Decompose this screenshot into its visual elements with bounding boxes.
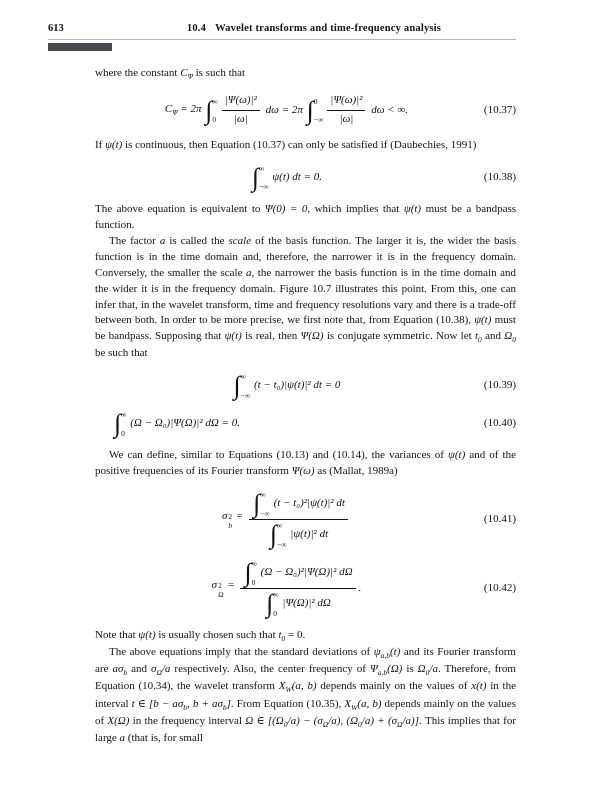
integral-upper-limit: ∞ (259, 163, 265, 173)
integral-lower-limit: 0 (251, 577, 256, 587)
paragraph-deviations: The above equations imply that the standard deviations of $\psi_{a,b}(t)$ and its Fourier transform are $a\sigma_b$ and $\sigma_\Omega/a$ respectively. Also, the center frequency of $\Psi_{a,b}(\Omega)$ is $\Omega_0/a$. Therefore, from Equation (10.34), the wavelet transform $X_W(a$, b) depends mainly on the values of x(t) in the interval t ∈ [$b - a\sigma_b$, $b + a\sigma_b$]. From Equation (10.35), $X_W(a$, b) depends mainly on the values of X(Ω) in the frequency interval Ω ∈ [$(\Omega_0/a) - (\sigma_\Omega/a)$, $(\Omega_0/a) + (\sigma_\Omega/a)$]. This implies that for large a (that is, for small (95, 646, 517, 744)
integral-sign: ∫ (244, 558, 252, 588)
integral-limits (260, 490, 270, 518)
integral-limits (212, 97, 217, 125)
equation-10-38 (95, 164, 516, 192)
integral-lower-limit: 0 (273, 608, 277, 618)
equation-10-41 (95, 490, 516, 549)
integral-lower-limit: −∞ (240, 390, 251, 400)
subscript: Ω (218, 589, 224, 599)
integral-upper-limit: ∞ (260, 490, 266, 500)
equation-expression: ψ(t) dt = 0. (269, 170, 323, 183)
equation-number: (10.38) (483, 170, 516, 183)
running-head-gap (206, 23, 215, 34)
fraction-denominator (266, 520, 331, 549)
equation-number: (10.37) (483, 103, 516, 116)
fraction (222, 93, 260, 128)
equation-number: (10.41) (483, 512, 516, 525)
denominator-expression: |ψ(t)|² dt (287, 528, 329, 541)
page-header (48, 23, 516, 34)
equation-expression: (Ω − Ω₀)|Ψ(Ω)|² dΩ = 0. (127, 417, 240, 430)
integral-upper-limit: ∞ (251, 559, 257, 569)
paragraph-if-continuous: If ψ(t) is continuous, then Equation (10.37) can only be satisfied if (Daubechies, 1991) (95, 138, 477, 151)
paragraph-scale: The factor a is called the scale of the basis function. The larger it is, the wider the basis function is in the time domain and, therefore, the narrower it is in the frequency domain. Conversely, the smaller the scale a, the narrower the basis function is in the time domain and the wider it is in the frequency domain. Figure 10.7 illustrates this point. From this, one can infer that, in the wavelet transform, time and frequency resolutions vary and there is a trade-off between both. In order to be more precise, we first note that, from Equation (10.38), ψ(t) must be bandpass. Supposing that ψ(t) is real, then Ψ(Ω) is conjugate symmetric. Now let $t_0$ and $\Omega_0$ be such that (95, 234, 516, 360)
fraction-numerator (249, 490, 348, 520)
integral-lower-limit: 0 (212, 115, 217, 124)
integral-lower-limit: −∞ (313, 115, 324, 124)
header-rule (48, 39, 516, 40)
integral-limits (121, 410, 126, 438)
equals-sign: = (224, 579, 238, 592)
fraction-denominator: |ω| (233, 113, 248, 125)
equals-sign: = (233, 510, 247, 523)
fraction-numerator: |Ψ(ω)|² (222, 93, 260, 111)
subscript: b (228, 520, 233, 530)
section-number: 10.4 (186, 23, 207, 34)
integral (266, 590, 278, 618)
equation-body (95, 559, 478, 618)
integral-limits (252, 559, 257, 587)
equation-expression: (t − t₀)|ψ(t)|² dt = 0 (251, 379, 341, 392)
integral-upper-limit: ∞ (212, 96, 218, 106)
integral-sign: ∫ (266, 589, 274, 619)
integral (253, 490, 270, 518)
integral-lower-limit: −∞ (276, 539, 287, 549)
equation-body (95, 93, 478, 128)
integral-upper-limit: ∞ (273, 590, 279, 600)
page-content (95, 66, 516, 747)
equation-number: (10.42) (483, 581, 516, 594)
sigma-symbol: σ (221, 510, 228, 523)
integral-limits (314, 97, 324, 125)
equation-body (95, 164, 478, 192)
equation-body (95, 490, 478, 549)
header-bar (48, 43, 112, 51)
integral (205, 97, 217, 125)
integral-limits (273, 590, 278, 618)
integral (252, 164, 269, 192)
sigma-b-squared (222, 509, 246, 530)
integral-upper-limit: ∞ (121, 410, 127, 420)
paragraph-intro: where the constant $C_\Psi$ is such that (95, 67, 246, 82)
integral-lower-limit: −∞ (260, 508, 270, 518)
integral-sign: ∫ (233, 371, 241, 401)
fraction (249, 490, 348, 549)
integral (244, 559, 256, 587)
fraction-denominator: |ω| (339, 113, 354, 125)
equation-number: (10.40) (483, 417, 516, 430)
superscript: 2 (228, 512, 233, 522)
integral-sign: ∫ (114, 409, 122, 439)
equation-lhs: $C_\Psi = 2\pi$ (164, 102, 205, 118)
paragraph-note-t0: Note that ψ(t) is usually chosen such that $t_0 = 0$. (95, 629, 306, 644)
fraction-numerator (240, 559, 355, 589)
numerator-expression: (t − t₀)²|ψ(t)|² dt (270, 497, 345, 510)
integral-upper-limit: ∞ (276, 521, 283, 531)
integral (270, 521, 287, 549)
equation-tail: . (358, 581, 362, 594)
equation-number: (10.39) (483, 379, 516, 392)
integral-lower-limit: 0 (121, 428, 125, 438)
paragraph-variances: We can define, similar to Equations (10.13) and (10.14), the variances of ψ(t) and of the positive frequencies of its Fourier transform Ψ(ω) as (Mallat, 1989a) (95, 449, 516, 478)
integral-sign: ∫ (205, 95, 213, 125)
integral (307, 97, 324, 125)
integral-limits (241, 372, 251, 400)
integral-sign: ∫ (251, 162, 259, 192)
section-title: Wavelet transforms and time-frequency analysis (215, 23, 442, 34)
fraction (240, 559, 355, 618)
fraction-denominator (262, 589, 334, 618)
equation-body (95, 410, 478, 438)
equation-10-39 (95, 372, 516, 400)
integral-upper-limit: ∞ (240, 372, 246, 382)
sup-sub-stack (218, 582, 223, 599)
paragraph-bandpass: The above equation is equivalent to Ψ(0) = 0, which implies that ψ(t) must be a bandpass function. (95, 202, 517, 231)
sigma-omega-squared (212, 578, 238, 599)
integral-lower-limit: −∞ (259, 182, 269, 192)
fraction (327, 93, 365, 128)
denominator-expression: |Ψ(Ω)|² dΩ (279, 597, 331, 610)
equation-10-42 (95, 559, 516, 618)
integral-upper-limit: 0 (313, 96, 318, 106)
integral-limits (277, 521, 287, 549)
integral-sign: ∫ (269, 520, 277, 550)
running-head (112, 23, 516, 34)
superscript: 2 (218, 581, 222, 591)
integral-sign: ∫ (253, 489, 261, 519)
equation-10-40 (95, 410, 516, 438)
integral-limits (259, 164, 269, 192)
equation-10-37 (95, 93, 516, 128)
numerator-expression: (Ω − Ω₀)²|Ψ(Ω)|² dΩ (257, 566, 353, 579)
fraction-numerator: |Ψ(ω)|² (327, 93, 365, 111)
sigma-symbol: σ (211, 579, 218, 592)
integral (233, 372, 250, 400)
equation-body (95, 372, 478, 400)
integral (114, 410, 126, 438)
sup-sub-stack (228, 513, 232, 530)
equation-tail: dω < ∞. (368, 103, 409, 116)
equation-middle: dω = 2π (262, 103, 306, 116)
integral-sign: ∫ (306, 95, 314, 125)
page-number: 613 (48, 23, 64, 34)
